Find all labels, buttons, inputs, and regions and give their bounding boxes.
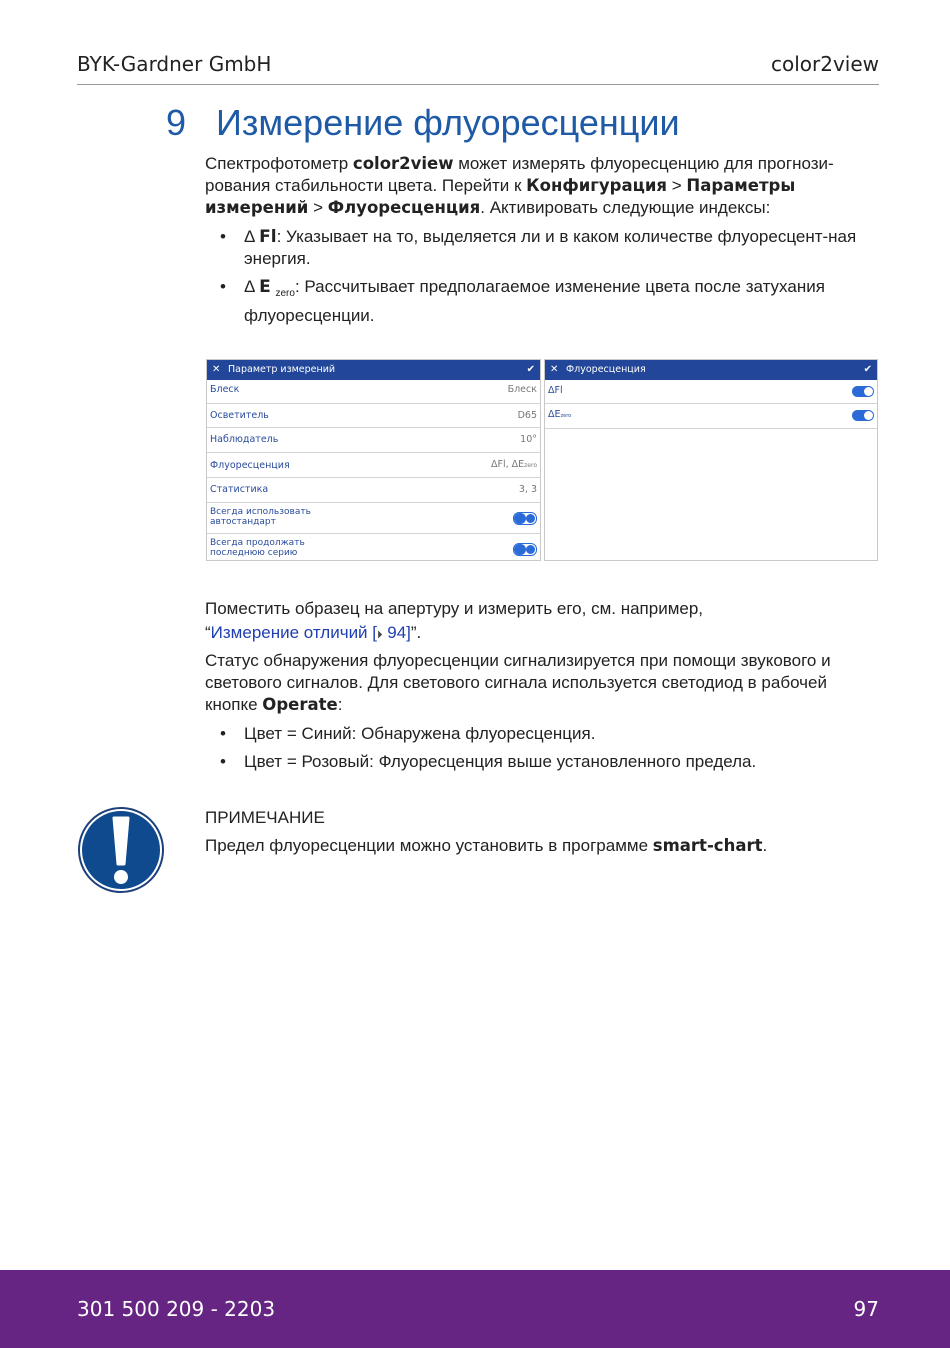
bullet-icon: • xyxy=(220,752,226,771)
status-colon: : xyxy=(337,695,343,714)
note-paragraph xyxy=(205,835,881,857)
page-footer xyxy=(0,1270,950,1348)
setting-value: 3, 3 xyxy=(518,484,537,495)
measurement-params-screenshot xyxy=(206,359,541,561)
list-item xyxy=(218,226,881,270)
check-icon[interactable]: ✔ xyxy=(526,364,535,375)
delta-symbol: Δ xyxy=(244,227,260,246)
note-text: Предел флуоресценции можно установить в программе xyxy=(205,836,653,855)
intro-text-1: Спектрофотометр xyxy=(205,154,353,173)
menu-configuration: Конфигурация xyxy=(526,176,668,195)
toggle-delta-fl[interactable] xyxy=(852,386,874,397)
menu-fluorescence: Флуоресценция xyxy=(327,198,481,217)
setting-label: Наблюдатель xyxy=(210,434,279,445)
bracket-open: [ xyxy=(367,623,378,642)
document-number: 301 500 209 - 2203 xyxy=(77,1297,276,1321)
setting-row-gloss[interactable] xyxy=(207,380,540,404)
setting-row-auto-standard xyxy=(207,503,540,534)
note-title: ПРИМЕЧАНИЕ xyxy=(205,808,325,827)
toggle-continue-series[interactable] xyxy=(513,543,537,556)
place-text: Поместить образец на апертуру и измерить его, см. например, xyxy=(205,599,704,618)
page-arrow-icon: ⏵ xyxy=(377,629,383,641)
status-text: Статус обнаружения флуоресценции сигнализируется при помощи звукового и светового сигналов. Для светового сигнала используется светодиод в рабочей кнопке xyxy=(205,651,831,714)
setting-label: Осветитель xyxy=(210,410,269,421)
setting-value: D65 xyxy=(517,410,537,421)
color-item-text: Цвет = Розовый: Флуоресценция выше установленного предела. xyxy=(244,752,757,771)
index-subscript: zero xyxy=(275,288,295,299)
setting-label xyxy=(548,409,571,420)
setting-value-text: ΔFl, ΔE xyxy=(490,459,525,470)
intro-text-3: . Активировать следующие индексы: xyxy=(480,198,771,217)
setting-label-text: ΔE xyxy=(548,409,561,420)
setting-label: ΔFl xyxy=(548,385,563,396)
setting-row-delta-fl xyxy=(545,380,877,404)
panel-title: Параметр измерений xyxy=(228,364,336,375)
delta-symbol: Δ xyxy=(244,277,260,296)
page-number: 97 xyxy=(853,1297,879,1321)
chapter-title: Измерение флуоресценции xyxy=(216,102,680,143)
list-item xyxy=(218,751,881,773)
diff-measurement-link[interactable]: Измерение отличий xyxy=(210,623,368,642)
setting-value xyxy=(491,459,537,470)
page-header xyxy=(77,52,879,85)
indices-list xyxy=(218,226,881,333)
index-description: : Указывает на то, выделяется ли и в каком количестве флуоресцент-ная энергия. xyxy=(244,227,857,268)
exclamation-icon xyxy=(77,806,165,894)
bullet-icon: • xyxy=(220,724,226,743)
chapter-number: 9 xyxy=(166,102,187,143)
chapter-heading xyxy=(166,102,680,144)
toggle-auto-standard[interactable] xyxy=(513,512,537,525)
setting-value: Блеск xyxy=(507,384,537,395)
product-name: color2view xyxy=(770,52,879,76)
close-icon[interactable]: ✕ xyxy=(550,364,559,375)
setting-label: Статистика xyxy=(210,484,269,495)
software-name: smart-chart xyxy=(652,836,763,855)
setting-row-observer[interactable] xyxy=(207,428,540,453)
intro-sep-2: > xyxy=(308,198,328,217)
intro-sep-1: > xyxy=(667,176,687,195)
setting-label xyxy=(210,507,311,527)
setting-value: 10° xyxy=(520,434,537,445)
setting-label-line2: автостандарт xyxy=(210,517,276,527)
setting-row-fluorescence[interactable] xyxy=(207,453,540,478)
setting-label xyxy=(210,538,305,558)
check-icon[interactable]: ✔ xyxy=(863,364,872,375)
panel-title: Флуоресценция xyxy=(566,364,646,375)
note-period: . xyxy=(762,836,768,855)
intro-text-2: может измерять флуоресценцию для прогнози-рования стабильности цвета. Перейти к xyxy=(205,154,834,195)
product-bold: color2view xyxy=(352,154,454,173)
status-paragraph xyxy=(205,650,881,716)
close-icon[interactable]: ✕ xyxy=(212,364,221,375)
setting-row-delta-e-zero xyxy=(545,404,877,429)
setting-label: Блеск xyxy=(210,384,240,395)
led-colors-list xyxy=(218,723,881,779)
setting-row-illuminant[interactable] xyxy=(207,404,540,428)
panel-titlebar xyxy=(207,360,540,380)
index-name: E xyxy=(259,277,271,297)
intro-paragraph xyxy=(205,153,881,219)
bullet-icon: • xyxy=(220,227,226,246)
quote-close: ”. xyxy=(410,623,422,642)
setting-label-sub: zero xyxy=(560,413,572,419)
panel-titlebar xyxy=(545,360,877,380)
setting-row-continue-series xyxy=(207,534,540,564)
place-sample-paragraph xyxy=(205,597,881,647)
setting-label-line2: последнюю серию xyxy=(210,548,298,558)
setting-row-statistics[interactable] xyxy=(207,478,540,503)
menu-measurement-params: Параметры измерений xyxy=(205,176,796,217)
color-item-text: Цвет = Синий: Обнаружена флуоресценция. xyxy=(244,724,596,743)
quote-open: “ xyxy=(205,623,211,642)
setting-label-line1: Всегда использовать xyxy=(210,507,311,517)
operate-button-name: Operate xyxy=(262,695,338,714)
list-item xyxy=(218,723,881,745)
setting-label: Флуоресценция xyxy=(210,460,290,471)
setting-label-line1: Всегда продолжать xyxy=(210,538,305,548)
index-name: Fl xyxy=(259,227,277,247)
index-description: : Рассчитывает предполагаемое изменение цвета после затухания флуоресценции. xyxy=(244,277,825,325)
bullet-icon: • xyxy=(220,277,226,296)
toggle-delta-e-zero[interactable] xyxy=(852,410,874,421)
fluorescence-screenshot xyxy=(544,359,878,561)
setting-value-sub: zero xyxy=(524,462,537,469)
list-item xyxy=(218,276,881,327)
company-name: BYK-Gardner GmbH xyxy=(77,52,272,76)
page-ref-link[interactable]: 94] xyxy=(382,623,411,642)
